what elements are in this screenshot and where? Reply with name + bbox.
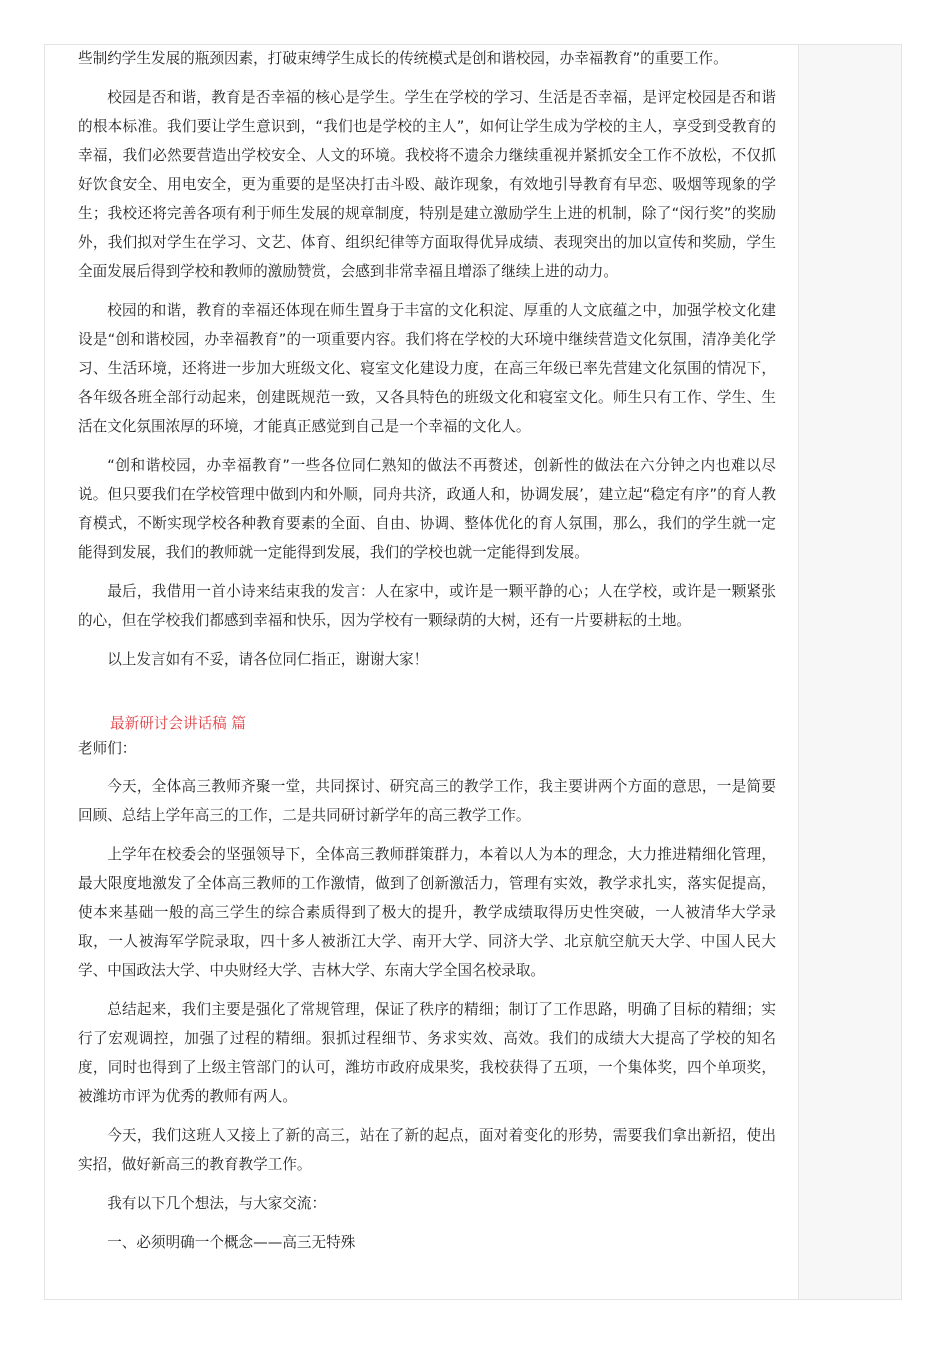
salutation: 老师们： (78, 740, 137, 757)
paragraph-culture: 校园的和谐，教育的幸福还体现在师生置身于丰富的文化积淀、厚重的人文底蕴之中，加强学校文化建设是“创和谐校园，办幸福教育”的一项重要内容。我们将在学校的大环境中继续营造文化氛围，清净美化学习、生活环境，还将进一步加大班级文化、寝室文化建设力度，在高三年级已率先营建文化氛围的情况下，各年级各班全部行动起来，创建既规范一致，又各具特色的班级文化和寝室文化。师生只有工作、学生、生活在文化氛围浓厚的环境，才能真正感觉到自己是一个幸福的文化人。 (78, 302, 776, 435)
paragraph-ideas: 我有以下几个想法，与大家交流： (107, 1195, 327, 1212)
paragraph-closing: 以上发言如有不妥，请各位同仁指正，谢谢大家！ (107, 651, 429, 668)
paragraph-point-one: 一、必须明确一个概念——高三无特殊 (107, 1234, 356, 1251)
paragraph-new-start: 今天，我们这班人又接上了新的高三，站在了新的起点，面对着变化的形势，需要我们拿出新招，使出实招，做好新高三的教育教学工作。 (78, 1127, 776, 1173)
right-sidebar-rail (798, 44, 902, 1300)
paragraph-intro: 今天，全体高三教师齐聚一堂，共同探讨、研究高三的教学工作，我主要讲两个方面的意思，一是简要回顾、总结上学年高三的工作，二是共同研讨新学年的高三教学工作。 (78, 778, 776, 824)
paragraph-review: 上学年在校委会的坚强领导下，全体高三教师群策群力，本着以人为本的理念，大力推进精细化管理，最大限度地激发了全体高三教师的工作激情，做到了创新激活力，管理有实效，教学求扎实，落实促提高，使本来基础一般的高三学生的综合素质得到了极大的提升，教学成绩取得历史性突破，一人被清华大学录取，一人被海军学院录取，四十多人被浙江大学、南开大学、同济大学、北京航空航天大学、中国人民大学、中国政法大学、中央财经大学、吉林大学、东南大学全国名校录取。 (78, 846, 776, 979)
paragraph-summary: 总结起来，我们主要是强化了常规管理，保证了秩序的精细；制订了工作思路，明确了目标的精细；实行了宏观调控，加强了过程的精细。狠抓过程细节、务求实效、高效。我们的成绩大大提高了学校的知名度，同时也得到了上级主管部门的认可，潍坊市政府成果奖，我校获得了五项，一个集体奖，四个单项奖，被潍坊市评为优秀的教师有两人。 (78, 1001, 776, 1105)
paragraph-student-core: 校园是否和谐，教育是否幸福的核心是学生。学生在学校的学习、生活是否幸福，是评定校园是否和谐的根本标准。我们要让学生意识到，“我们也是学校的主人”，如何让学生成为学校的主人，享受到受教育的幸福，我们必然要营造出学校安全、人文的环境。我校将不遗余力继续重视并紧抓安全工作不放松，不仅抓好饮食安全、用电安全，更为重要的是坚决打击斗殴、敲诈现象，有效地引导教育有早恋、吸烟等现象的学生；我校还将完善各项有利于师生发展的规章制度，特别是建立激励学生上进的机制，除了“闵行奖”的奖励外，我们拟对学生在学习、文艺、体育、组织纪律等方面取得优异成绩、表现突出的加以宣传和奖励，学生全面发展后得到学校和教师的激励赞赏，会感到非常幸福且增添了继续上进的动力。 (78, 89, 776, 280)
section-heading: 最新研讨会讲话稿 篇 (110, 715, 246, 732)
document-body (78, 44, 776, 1267)
paragraph-practices: “创和谐校园，办幸福教育”一些各位同仁熟知的做法不再赘述，创新性的做法在六分钟之内也难以尽说。但只要我们在学校管理中做到内和外顺，同舟共济，政通人和，协调发展’，建立起“稳定有序”的育人教育模式，不断实现学校各种教育要素的全面、自由、协调、整体优化的育人氛围，那么，我们的学生就一定能得到发展，我们的教师就一定能得到发展，我们的学校也就一定能得到发展。 (78, 457, 776, 561)
paragraph-poem: 最后，我借用一首小诗来结束我的发言：人在家中，或许是一颗平静的心；人在学校，或许是一颗紧张的心，但在学校我们都感到幸福和快乐，因为学校有一颗绿荫的大树，还有一片要耕耘的土地。 (78, 583, 776, 629)
paragraph-continuation: 些制约学生发展的瓶颈因素，打破束缚学生成长的传统模式是创和谐校园，办幸福教育”的重要工作。 (78, 50, 728, 67)
